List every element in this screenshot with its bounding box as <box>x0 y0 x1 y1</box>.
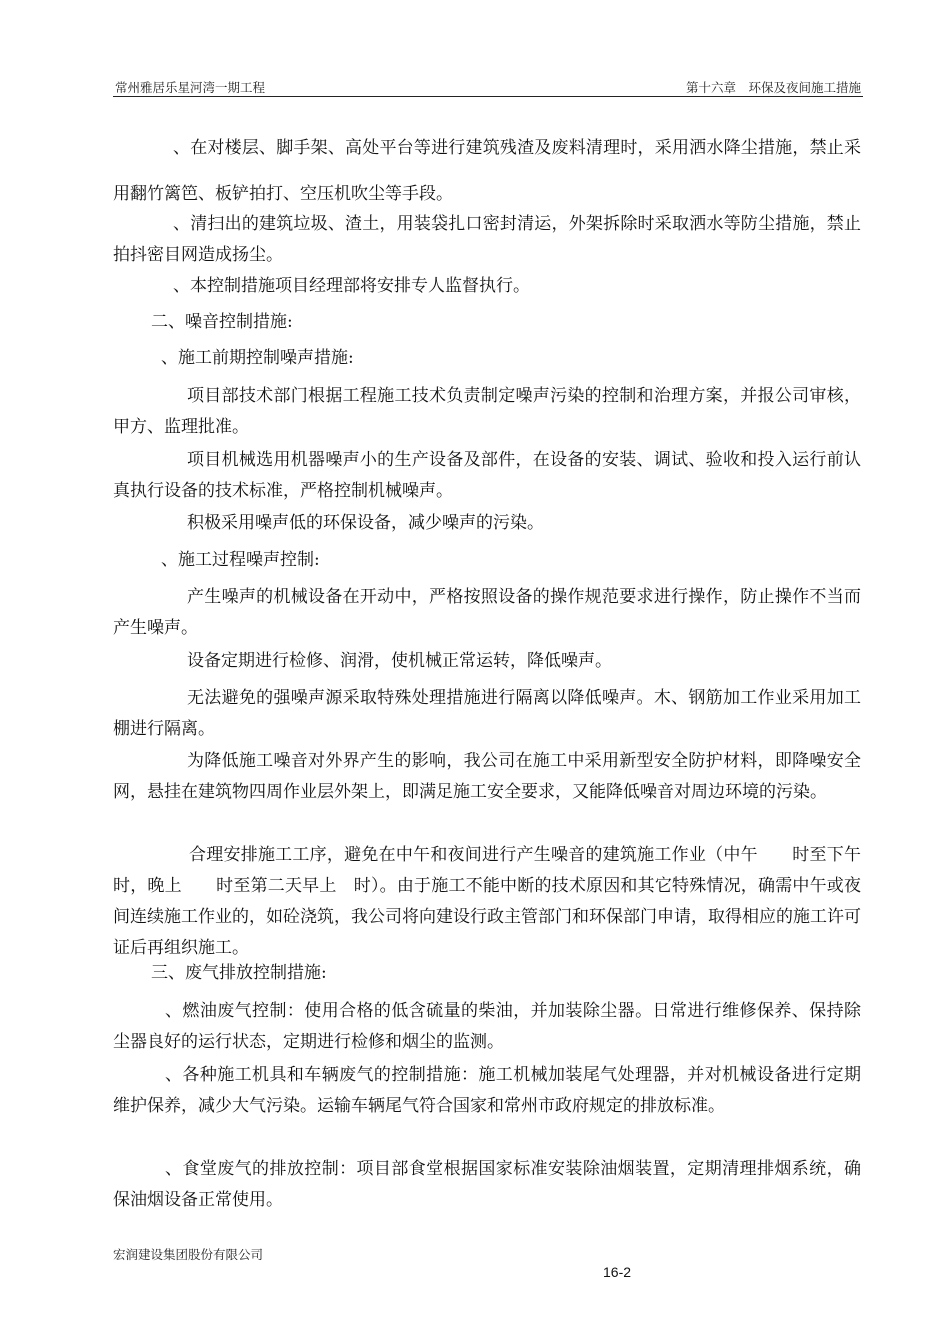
paragraph-17: 、各种施工机具和车辆废气的控制措施：施工机械加装尾气处理器，并对机械设备进行定期维护保养，减少大气污染。运输车辆尾气符合国家和常州市政府规定的排放标准。 <box>113 1065 861 1116</box>
header-project-title: 常州雅居乐星河湾一期工程 <box>115 80 266 95</box>
page-header <box>113 76 863 97</box>
section-heading-noise: 二、噪音控制措施: <box>151 312 293 332</box>
subheading-construction-noise: 、施工过程噪声控制: <box>161 550 320 570</box>
paragraph-13: 为降低施工噪音对外界产生的影响，我公司在施工中采用新型安全防护材料，即降噪安全网，悬挂在建筑物四周作业层外架上，即满足施工安全要求，又能降低噪音对周边环境的污染。 <box>113 751 861 802</box>
paragraph-18: 、食堂废气的排放控制：项目部食堂根据国家标准安装除油烟装置，定期清理排烟系统，确保油烟设备正常使用。 <box>113 1159 861 1210</box>
paragraph-8: 积极采用噪声低的环保设备，减少噪声的污染。 <box>187 513 544 533</box>
paragraph-2: 、清扫出的建筑垃圾、渣土，用装袋扎口密封清运，外架拆除时采取洒水等防尘措施，禁止拍抖密目网造成扬尘。 <box>113 214 861 265</box>
paragraph-3: 、本控制措施项目经理部将安排专人监督执行。 <box>173 276 530 296</box>
paragraph-1: 、在对楼层、脚手架、高处平台等进行建筑残渣及废料清理时，采用洒水降尘措施，禁止采用翻竹篱笆、板铲拍打、空压机吹尘等手段。 <box>113 138 861 204</box>
header-chapter-title: 第十六章 环保及夜间施工措施 <box>685 80 861 95</box>
paragraph-10: 产生噪声的机械设备在开动中，严格按照设备的操作规范要求进行操作，防止操作不当而产生噪声。 <box>113 587 861 638</box>
paragraph-12: 无法避免的强噪声源采取特殊处理措施进行隔离以降低噪声。木、钢筋加工作业采用加工棚进行隔离。 <box>113 688 861 739</box>
page-number: 16-2 <box>603 1264 632 1280</box>
paragraph-16: 、燃油废气控制：使用合格的低含硫量的柴油，并加装除尘器。日常进行维修保养、保持除尘器良好的运行状态，定期进行检修和烟尘的监测。 <box>113 1001 861 1052</box>
subheading-pre-construction-noise: 、施工前期控制噪声措施: <box>161 348 354 368</box>
paragraph-7: 项目机械选用机器噪声小的生产设备及部件，在设备的安装、调试、验收和投入运行前认真执行设备的技术标准，严格控制机械噪声。 <box>113 450 861 501</box>
section-heading-exhaust: 三、废气排放控制措施: <box>151 963 327 983</box>
paragraph-14: 合理安排施工工序，避免在中午和夜间进行产生噪音的建筑施工作业（中午 时至下午 时，晚上 时至第二天早上 时）。由于施工不能中断的技术原因和其它特殊情况，确需中午或夜间连续施工作业的，如砼浇筑，我公司将向建设行政主管部门和环保部门申请，取得相应的施工许可证后再组织施工。 <box>113 845 878 958</box>
paragraph-11: 设备定期进行检修、润滑，使机械正常运转，降低噪声。 <box>187 651 612 671</box>
footer-company-name: 宏润建设集团股份有限公司 <box>113 1247 264 1262</box>
paragraph-6: 项目部技术部门根据工程施工技术负责制定噪声污染的控制和治理方案，并报公司审核，甲方、监理批准。 <box>113 386 861 437</box>
